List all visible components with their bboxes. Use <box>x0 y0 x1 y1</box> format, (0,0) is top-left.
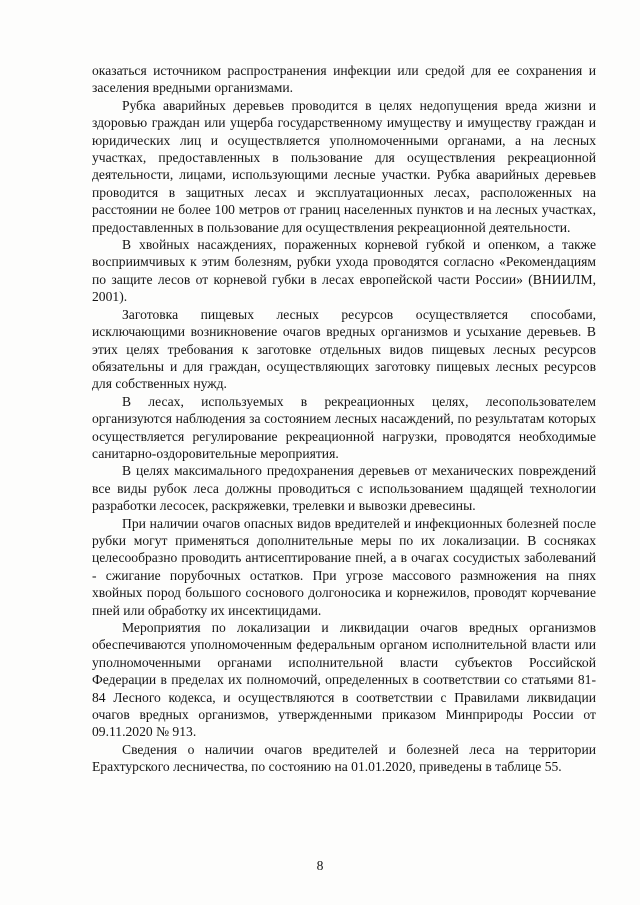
page-number: 8 <box>316 858 324 873</box>
paragraph-localization-measures: Мероприятия по локализации и ликвидации очагов вредных организмов обеспечиваются уполномоченным федеральным органом исполнительной власти или уполномоченными органами исполнительной власти субъектов Российской Федерации в пределах их полномочий, определенных в соответствии со статьями 81-84 Лесного кодекса, и осуществляются в соответствии с Правилами ликвидации очагов вредных организмов, утвержденными приказом Минприроды России от 09.11.2020 № 913. <box>92 620 596 740</box>
paragraph-recreational-forests: В лесах, используемых в рекреационных целях, лесопользователем организуются наблюдения за состоянием лесных насаждений, по результатам которых осуществляется регулирование рекреационной нагрузки, проводятся необходимые санитарно-оздоровительные мероприятия. <box>92 393 596 461</box>
paragraph-emergency-felling: Рубка аварийных деревьев проводится в целях недопущения вреда жизни и здоровью граждан или ущерба государственному имуществу и имуществу граждан и юридических лиц и осуществляется уполномоченными органами, а на лесных участках, предоставленных в пользование для осуществления рекреационной деятельности, лицами, использующими лесные участки. Рубка аварийных деревьев проводится в защитных лесах и эксплуатационных лесах, расположенных на расстоянии не более 100 метров от границ населенных пунктов и на лесных участках, предоставленных в пользование для осуществления рекреационной деятельности. <box>92 97 596 235</box>
paragraph-root-sponge: В хвойных насаждениях, пораженных корневой губкой и опенком, а также восприимчивых к этим болезням, рубки ухода проводятся согласно «Рекомендациям по защите лесов от корневой губки в лесах европейской части России» (ВНИИЛМ, 2001). <box>92 237 596 305</box>
body-text <box>92 62 596 776</box>
paragraph-continuation: оказаться источником распространения инфекции или средой для ее сохранения и заселения вредными организмами. <box>92 63 596 96</box>
paragraph-food-resources: Заготовка пищевых лесных ресурсов осуществляется способами, исключающими возникновение очагов вредных организмов и усыхание деревьев. В этих целях требования к заготовке отдельных видов пищевых лесных ресурсов обязательны и для граждан, осуществляющих заготовку пищевых лесных ресурсов для собственных нужд. <box>92 306 596 392</box>
paragraph-table-reference: Сведения о наличии очагов вредителей и болезней леса на территории Ерахтурского лесничества, по состоянию на 01.01.2020, приведены в таблице 55. <box>92 741 596 775</box>
paragraph-pest-foci: При наличии очагов опасных видов вредителей и инфекционных болезней после рубки могут применяться дополнительные меры по их локализации. В сосняках целесообразно проводить антисептирование пней, а в очагах сосудистых заболеваний - сжигание порубочных остатков. При угрозе массового размножения на пнях хвойных пород большого соснового долгоносика и корнежилов, проводят корчевание пней или обработку их инсектицидами. <box>92 515 596 618</box>
paragraph-mechanical-damage: В целях максимального предохранения деревьев от механических повреждений все виды рубок леса должны проводиться с использованием щадящей технологии разработки лесосек, раскряжевки, трелевки и вывозки древесины. <box>92 463 596 514</box>
